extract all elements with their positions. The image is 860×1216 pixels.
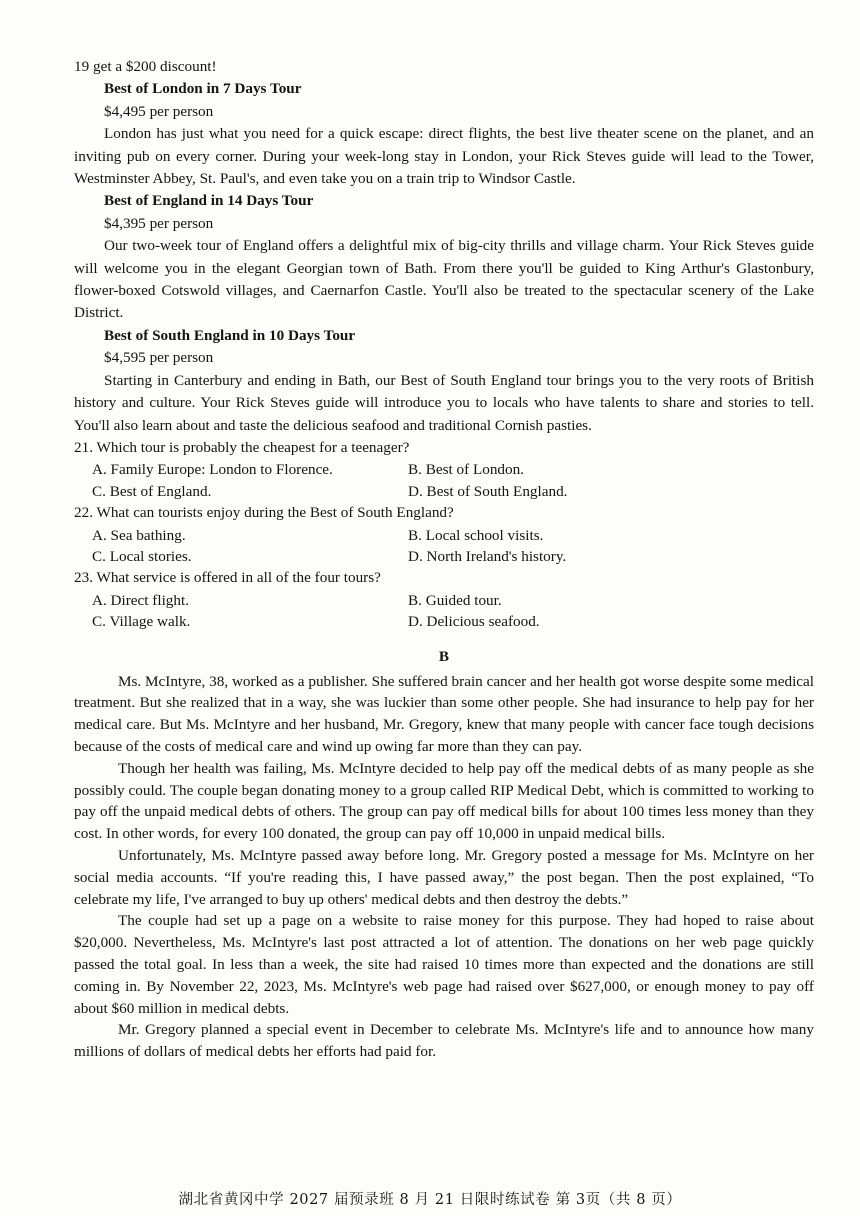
- option-c: C. Local stories.: [92, 547, 192, 565]
- options: [74, 459, 814, 502]
- passage-paragraph: The couple had set up a page on a website to raise money for this purpose. They had hoped to raise about $20,000. Nevertheless, Ms. McIntyre's last post attracted a lot of attention. The donations on her web page quickly passed the total goal. In less than a week, the site had raised 10 times more than expected and the donations are still coming in. By November 22, 2023, Ms. McIntyre's web page had raised over $627,000, or enough money to pay off about $60 million in medical debts.: [74, 912, 814, 1017]
- section-b-passage: [74, 671, 814, 1063]
- passage-paragraph: Though her health was failing, Ms. McIntyre decided to help pay off the medical debts of as many people as she possibly could. The couple began donating money to a group called RIP Medical Debt, which is committed to working to pay off the unpaid medical debts of others. The group can pay off medical bills for about 100 times less money than they cost. In other words, for every 100 donated, the group can pay off 10,000 in unpaid medical bills.: [74, 759, 814, 843]
- passage-paragraph: Ms. McIntyre, 38, worked as a publisher. She suffered brain cancer and her health got worse despite some medical treatment. But she realized that in a way, she was luckier than some other people. She had insurance to help pay for her medical care. But Ms. McIntyre and her husband, Mr. Gregory, knew that many people with cancer face tough decisions because of the costs of medical care and wind up owing far more than they can pay.: [74, 672, 814, 755]
- option-d: D. Delicious seafood.: [408, 613, 540, 631]
- options: [74, 590, 814, 633]
- intro-line: 19 get a $200 discount!: [74, 58, 217, 75]
- option-d: D. Best of South England.: [408, 482, 568, 500]
- option-a: A. Sea bathing.: [92, 526, 186, 544]
- option-d: D. North Ireland's history.: [408, 547, 567, 565]
- option-c: C. Village walk.: [92, 613, 191, 631]
- question-text: 23. What service is offered in all of the four tours?: [74, 569, 381, 587]
- tour-england: [74, 190, 814, 324]
- tour-price: $4,495 per person: [104, 102, 214, 120]
- tour-south-england: [74, 325, 814, 437]
- question-22: [74, 502, 814, 567]
- tour-london: [74, 78, 814, 190]
- option-b: B. Best of London.: [408, 461, 525, 479]
- tour-title: Best of London in 7 Days Tour: [104, 80, 302, 98]
- option-a: A. Family Europe: London to Florence.: [92, 461, 333, 479]
- question-text: 21. Which tour is probably the cheapest for a teenager?: [74, 438, 410, 456]
- passage-paragraph: Unfortunately, Ms. McIntyre passed away before long. Mr. Gregory posted a message for Ms. McIntyre on her social media accounts. “If you're reading this, I have passed away,” the post began. Then the post explained, “To celebrate my life, I've arranged to buy up others' medical debts and then destroy the debts.”: [74, 846, 814, 908]
- question-23: [74, 567, 814, 632]
- tour-price: $4,595 per person: [104, 349, 214, 367]
- tour-description: Starting in Canterbury and ending in Bath, our Best of South England tour brings you to the very roots of British history and culture. Your Rick Steves guide will introduce you to locals who have talents to share and stories to tell. You'll also learn about and taste the delicious seafood and traditional Cornish pasties.: [74, 371, 814, 434]
- passage-paragraph: Mr. Gregory planned a special event in December to celebrate Ms. McIntyre's life and to announce how many millions of dollars of medical debts her efforts had paid for.: [74, 1021, 814, 1061]
- options: [74, 525, 814, 568]
- page-footer: 湖北省黄冈中学 2027 届预录班 8 月 21 日限时练试卷 第 3页（共 8 页）: [178, 1192, 682, 1208]
- option-b: B. Guided tour.: [408, 591, 502, 609]
- question-text: 22. What can tourists enjoy during the Best of South England?: [74, 504, 454, 522]
- option-b: B. Local school visits.: [408, 526, 544, 544]
- tour-description: Our two-week tour of England offers a delightful mix of big-city thrills and village charm. Your Rick Steves guide will welcome you in the elegant Georgian town of Bath. From there you'll be guided to King Arthur's Glastonbury, flower-boxed Cotswold villages, and Caernarfon Castle. You'll also be treated to the spectacular scenery of the Lake District.: [74, 237, 814, 322]
- tour-price: $4,395 per person: [104, 214, 214, 232]
- tour-title: Best of South England in 10 Days Tour: [104, 326, 356, 344]
- tour-title: Best of England in 14 Days Tour: [104, 192, 314, 210]
- option-c: C. Best of England.: [92, 482, 212, 500]
- tour-description: London has just what you need for a quick escape: direct flights, the best live theater scene on the planet, and an inviting pub on every corner. During your week-long stay in London, your Rick Steves guide will lead to the Tower, Westminster Abbey, St. Paul's, and even take you on a train trip to Windsor Castle.: [74, 125, 814, 188]
- section-b-label: B: [438, 647, 450, 665]
- question-21: [74, 437, 814, 502]
- option-a: A. Direct flight.: [92, 591, 190, 609]
